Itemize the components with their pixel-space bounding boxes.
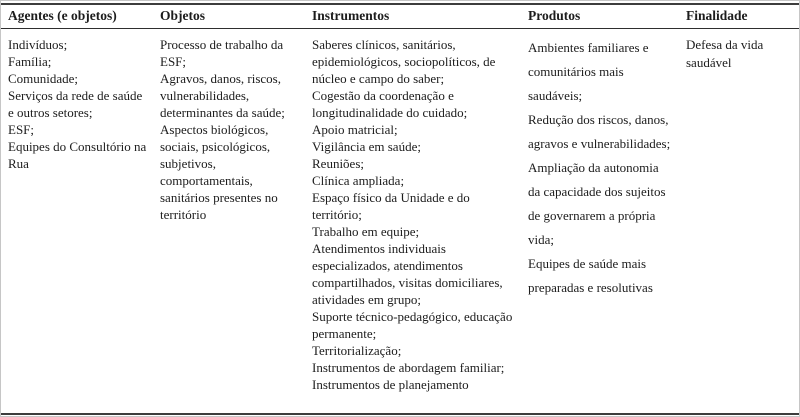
cell-paragraph: Clínica ampliada; [312, 173, 405, 188]
cell-paragraph: Ampliação da autonomia da capacidade dos sujeitos de governarem a própria vida; [528, 160, 666, 247]
cell-paragraph: Trabalho em equipe; [312, 224, 420, 239]
column-header-objetos: Objetos [160, 8, 205, 23]
cell-paragraph: Equipes do Consultório na Rua [8, 139, 147, 171]
cell-paragraph: Cogestão da coordenação e longitudinalidade do cuidado; [312, 88, 468, 120]
cell-paragraph: ESF; [8, 122, 35, 137]
column-header-finalidade: Finalidade [686, 8, 748, 23]
column-finalidade [686, 36, 792, 72]
table-bottom-rule [1, 413, 799, 415]
cell-paragraph: Instrumentos de abordagem familiar; [312, 360, 505, 375]
cell-paragraph: Reuniões; [312, 156, 364, 171]
cell-paragraph: Aspectos biológicos, sociais, psicológicos, subjetivos, comportamentais, sanitários presentes no território [160, 122, 278, 222]
cell-paragraph: Defesa da vida saudável [686, 37, 764, 70]
cell-paragraph: Ambientes familiares e comunitários mais saudáveis; [528, 40, 649, 103]
column-header-agentes: Agentes (e objetos) [8, 8, 117, 23]
cell-paragraph: Agravos, danos, riscos, vulnerabilidades, determinantes da saúde; [160, 71, 285, 120]
table-header-row [1, 5, 799, 29]
column-objetos [160, 36, 312, 223]
column-instrumentos [312, 36, 528, 393]
cell-paragraph: Apoio matricial; [312, 122, 398, 137]
cell-paragraph: Saberes clínicos, sanitários, epidemiológicos, sociopolíticos, de núcleo e campo do saber; [312, 37, 496, 86]
cell-paragraph: Serviços da rede de saúde e outros setores; [8, 88, 143, 120]
cell-paragraph: Territorialização; [312, 343, 402, 358]
cell-paragraph: Suporte técnico-pedagógico, educação permanente; [312, 309, 513, 341]
cell-paragraph: Atendimentos individuais especializados, atendimentos compartilhados, visitas domiciliares, atividades em grupo; [312, 241, 503, 307]
column-produtos [528, 36, 686, 300]
cell-paragraph: Indivíduos; [8, 37, 68, 52]
cell-paragraph: Vigilância em saúde; [312, 139, 421, 154]
column-header-instrumentos: Instrumentos [312, 8, 390, 23]
column-agentes [8, 36, 160, 172]
table-body-row [8, 29, 792, 393]
cell-paragraph: Equipes de saúde mais preparadas e resolutivas [528, 256, 653, 295]
cell-paragraph: Espaço físico da Unidade e do território; [312, 190, 470, 222]
cell-paragraph: Processo de trabalho da ESF; [160, 37, 284, 69]
cell-paragraph: Redução dos riscos, danos, agravos e vulnerabilidades; [528, 112, 671, 151]
cell-paragraph: Família; [8, 54, 52, 69]
column-header-produtos: Produtos [528, 8, 581, 23]
cell-paragraph: Instrumentos de planejamento [312, 377, 469, 392]
cell-paragraph: Comunidade; [8, 71, 79, 86]
